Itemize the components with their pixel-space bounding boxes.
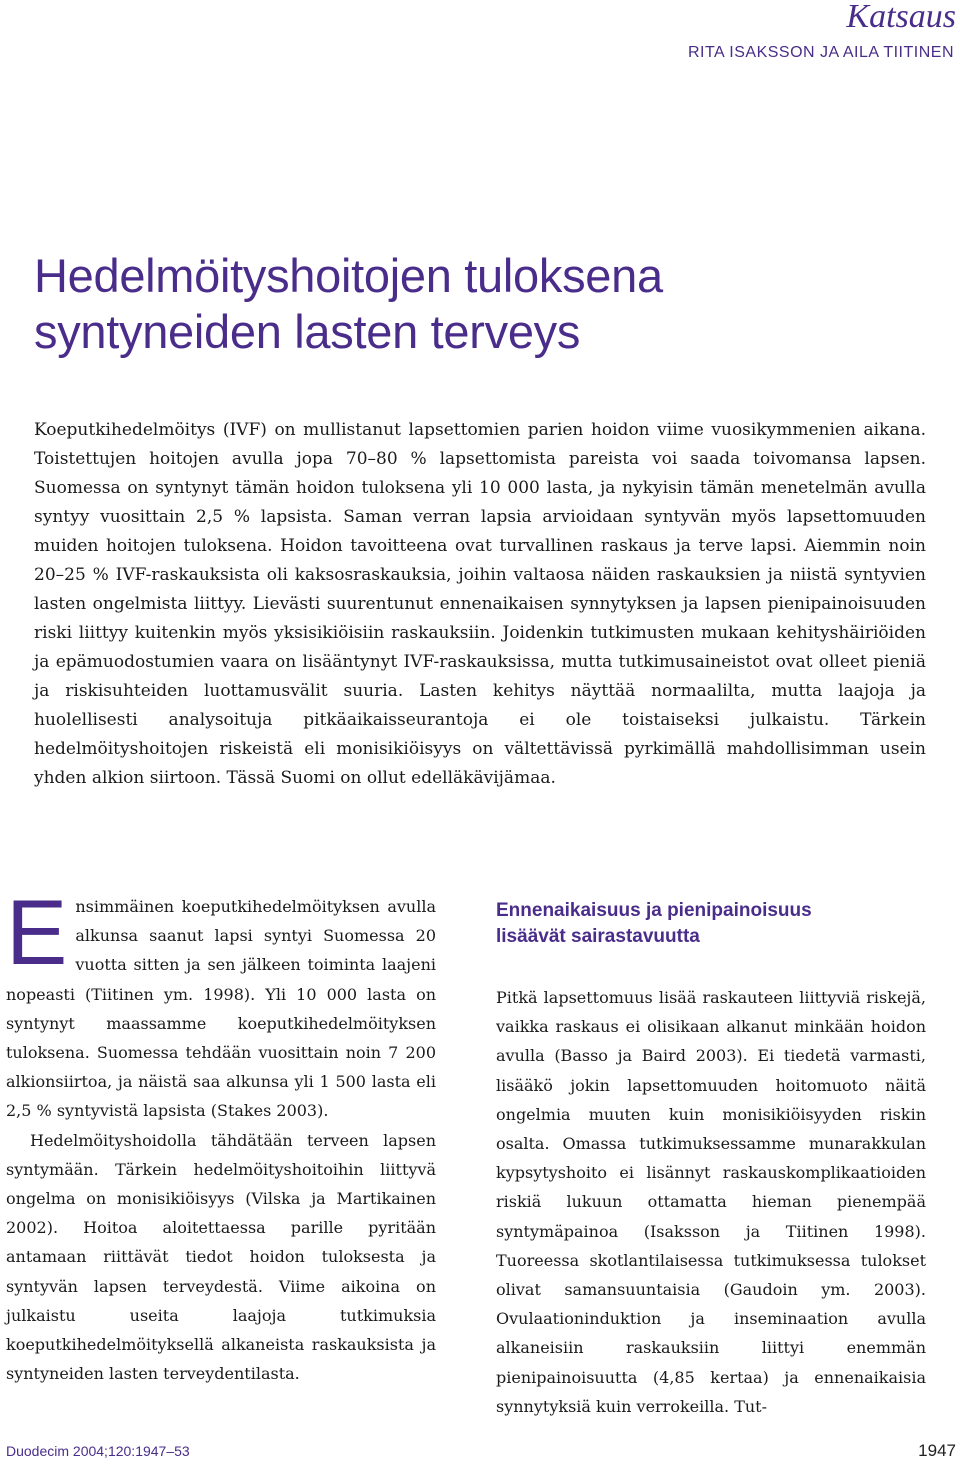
page-number: 1947 <box>918 1441 956 1460</box>
article-title <box>34 248 914 360</box>
title-line-2: syntyneiden lasten terveys <box>34 305 581 358</box>
left-paragraph-2: Hedelmöityshoidolla tähdätään terveen lapsen syntymään. Tärkein hedelmöityshoitoihin liittyvä ongelma on monisikiöisyys (Vilska ja Martikainen 2002). Hoitoa aloitettaessa parille pyritään antamaan riittävät tiedot hoidon tuloksesta ja syntyvän lapsen terveydestä. Viime aikoina on julkaistu useita laajoja tutkimuksia koeputkihedelmöityksellä alkaneista raskauksista ja syntyneiden lasten terveydentilasta. <box>6 1130 436 1384</box>
section-label: Katsaus <box>846 0 956 35</box>
journal-citation: Duodecim 2004;120:1947–53 <box>6 1443 190 1459</box>
author-names: RITA ISAKSSON JA AILA TIITINEN <box>687 44 954 61</box>
abstract: Koeputkihedelmöitys (IVF) on mullistanut lapsettomien parien hoidon viime vuosikymmenien aikana. Toistettujen hoitojen avulla jopa 70–80 % lapsettomista pareista voi saada toivomansa lapsen. Suomessa on syntynyt tämän hoidon tuloksena yli 10 000 lasta, ja nykyisin tämän menetelmän avulla syntyy vuosittain 2,5 % lapsista. Saman verran lapsia arvioidaan syntyvän myös lapsettomuuden muiden hoitojen tuloksena. Hoidon tavoitteena ovat turvallinen raskaus ja terve lapsi. Aiemmin noin 20–25 % IVF-raskauksista oli kaksosraskauksia, joihin valtaosa näiden raskauksien ja niistä syntyvien lasten ongelmista liittyy. Lievästi suurentunut ennenaikaisen synnytyksen ja lapsen pienipainoisuuden riski liittyy kuitenkin myös yksisikiöisiin raskauksiin. Joidenkin tutkimusten mukaan kehityshäiriöiden ja epämuodostumien vaara on lisääntynyt IVF-raskauksissa, mutta tutkimusaineistot ovat olleet pieniä ja riskisuhteiden luottamusvälit suuria. Lasten kehitys näyttää normaalilta, mutta laajoja ja huolellisesti analysoituja pitkäaikaisseurantoja ei ole toistaiseksi julkaistu. Tärkein hedelmöityshoitojen riskeistä eli monisikiöisyys on vältettävissä pyrkimällä mahdollisimman usein yhden alkion siirtoon. Tässä Suomi on ollut edelläkävijämaa. <box>34 420 926 788</box>
subheading-line-2: lisäävät sairastavuutta <box>496 926 700 947</box>
title-line-1: Hedelmöityshoitojen tuloksena <box>34 249 663 302</box>
right-column <box>496 983 926 1421</box>
left-paragraph-1-text: nsimmäinen koeputkihedelmöityksen avulla alkunsa saanut lapsi syntyi Suomessa 20 vuotta sitten ja sen jälkeen toiminta laajeni nopeasti (Tiitinen ym. 1998). Yli 10 000 lasta on syntynyt maassamme koeputkihedelmöityksen tuloksena. Suomessa tehdään vuosittain noin 7 200 alkionsiirtoa, ja näistä saa alkunsa yli 1 500 lasta eli 2,5 % syntyvistä lapsista (Stakes 2003). <box>6 897 436 1121</box>
left-paragraph-1 <box>6 882 436 1126</box>
drop-cap: E <box>6 882 68 984</box>
subheading-line-1: Ennenaikaisuus ja pienipainoisuus <box>496 900 812 921</box>
left-column <box>6 882 436 1388</box>
section-subheading <box>496 898 926 950</box>
right-paragraph-1: Pitkä lapsettomuus lisää raskauteen liittyviä riskejä, vaikka raskaus ei olisikaan alkanut minkään hoidon avulla (Basso ja Baird 2003). Ei tiedetä varmasti, lisääkö jokin lapsettomuuden hoitomuoto näitä ongelmia muuten kuin monisikiöisyyden riskin osalta. Omassa tutkimuksessamme munarakkulan kypsytyshoito ei lisännyt raskauskomplikaatioiden riskiä lukuun ottamatta hieman pienempää syntymäpainoa (Isaksson ja Tiitinen 1998). Tuoreessa skotlantilaisessa tutkimuksessa tulokset olivat samansuuntaisia (Gaudoin ym. 2003). Ovulaationinduktion ja inseminaation avulla alkaneisiin raskauksiin liittyi enemmän pienipainoisuutta (4,85 kertaa) ja ennenaikaisia synnytyksiä kuin verrokeilla. Tut- <box>496 988 926 1416</box>
